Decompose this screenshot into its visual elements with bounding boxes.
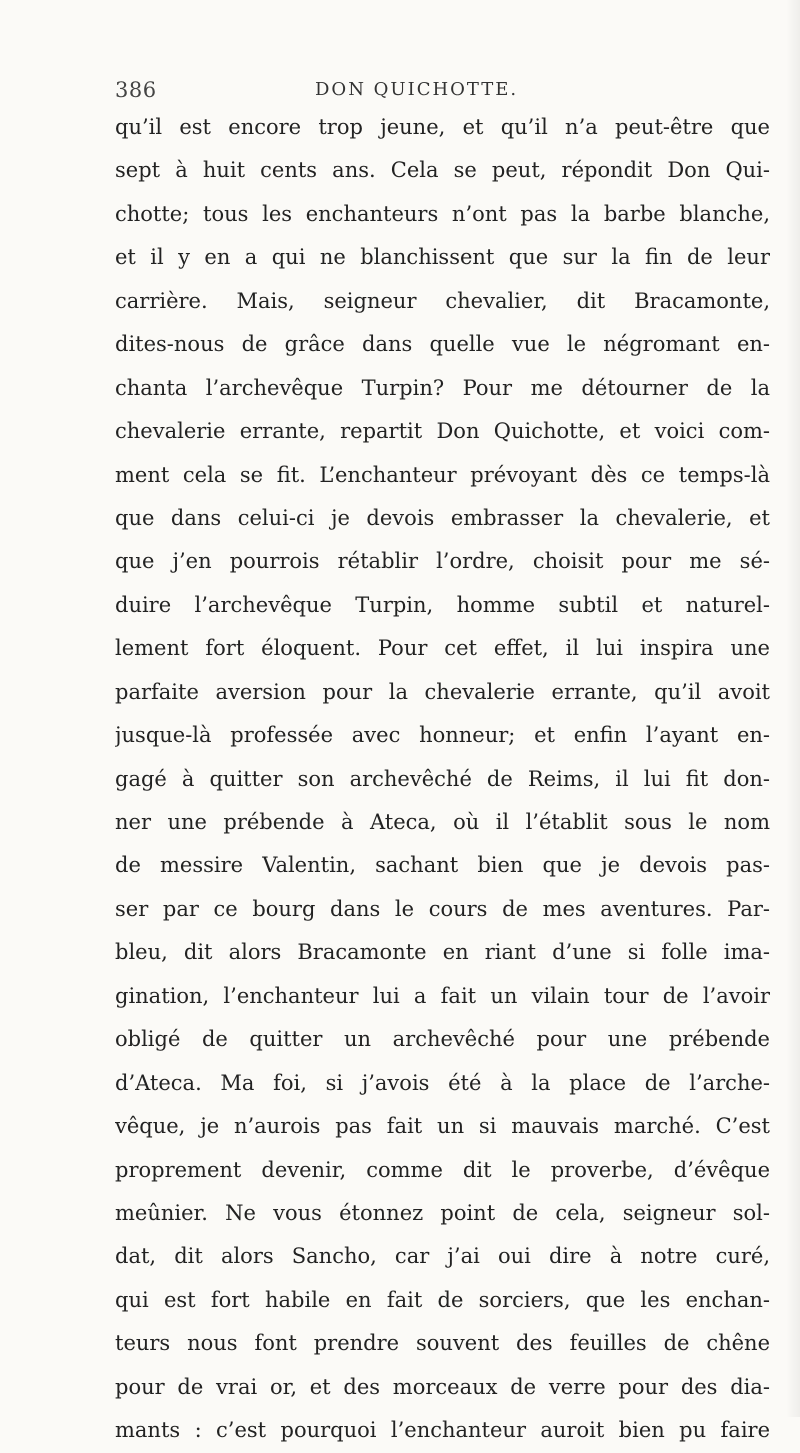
text-line: ser par ce bourg dans le cours de mes aventures. Par-: [115, 896, 770, 921]
text-line: et il y en a qui ne blanchissent que sur la fin de leur: [115, 245, 770, 270]
text-line: ment cela se fit. L’enchanteur prévoyant dès ce temps-là: [115, 462, 770, 487]
text-line: dites-nous de grâce dans quelle vue le négromant en-: [115, 332, 770, 357]
text-line: teurs nous font prendre souvent des feuilles de chêne: [115, 1331, 770, 1356]
text-line: ner une prébende à Ateca, où il l’établit sous le nom: [115, 810, 770, 834]
text-line: que dans celui-ci je devois embrasser la chevalerie, et: [115, 505, 770, 530]
text-line: bleu, dit alors Bracamonte en riant d’une si folle ima-: [115, 940, 770, 965]
text-line: pour de vrai or, et des morceaux de verre pour des dia-: [115, 1374, 770, 1399]
text-line: qui est fort habile en fait de sorciers, que les enchan-: [115, 1287, 770, 1312]
text-line: proprement devenir, comme dit le proverbe, d’évêque: [115, 1157, 770, 1182]
text-line: lement fort éloquent. Pour cet effet, il lui inspira une: [115, 636, 770, 661]
text-line: de messire Valentin, sachant bien que je devois pas-: [115, 853, 770, 878]
text-line: jusque-là professée avec honneur; et enfin l’ayant en-: [115, 723, 770, 748]
text-line: mants : c’est pourquoi l’enchanteur auroit bien pu faire: [115, 1418, 770, 1443]
text-line: chanta l’archevêque Turpin? Pour me détourner de la: [115, 375, 770, 400]
body-text: [115, 106, 770, 1453]
text-line: chotte; tous les enchanteurs n’ont pas la barbe blanche,: [115, 201, 770, 226]
page-edge-shadow: [786, 0, 800, 1417]
running-title: DON QUICHOTTE.: [315, 79, 519, 100]
text-line: qu’il est encore trop jeune, et qu’il n’a peut-être que: [115, 115, 770, 139]
text-line: duire l’archevêque Turpin, homme subtil et naturel-: [115, 592, 770, 617]
text-line: dat, dit alors Sancho, car j’ai oui dire à notre curé,: [115, 1244, 770, 1269]
text-line: que j’en pourrois rétablir l’ordre, choisit pour me sé-: [115, 549, 770, 574]
text-line: d’Ateca. Ma foi, si j’avois été à la place de l’arche-: [115, 1070, 770, 1095]
text-line: parfaite aversion pour la chevalerie errante, qu’il avoit: [115, 679, 770, 704]
text-line: gagé à quitter son archevêché de Reims, il lui fit don-: [115, 766, 770, 791]
text-line: meûnier. Ne vous étonnez point de cela, seigneur sol-: [115, 1200, 770, 1225]
running-head: [115, 76, 780, 104]
page-number: 386: [115, 78, 157, 102]
text-line: gination, l’enchanteur lui a fait un vilain tour de l’avoir: [115, 983, 770, 1008]
text-line: carrière. Mais, seigneur chevalier, dit Bracamonte,: [115, 288, 770, 313]
text-line: chevalerie errante, repartit Don Quichotte, et voici com-: [115, 419, 770, 444]
text-line: obligé de quitter un archevêché pour une prébende: [115, 1027, 770, 1052]
text-line: vêque, je n’aurois pas fait un si mauvais marché. C’est: [115, 1114, 770, 1139]
text-line: sept à huit cents ans. Cela se peut, répondit Don Qui-: [115, 158, 770, 183]
